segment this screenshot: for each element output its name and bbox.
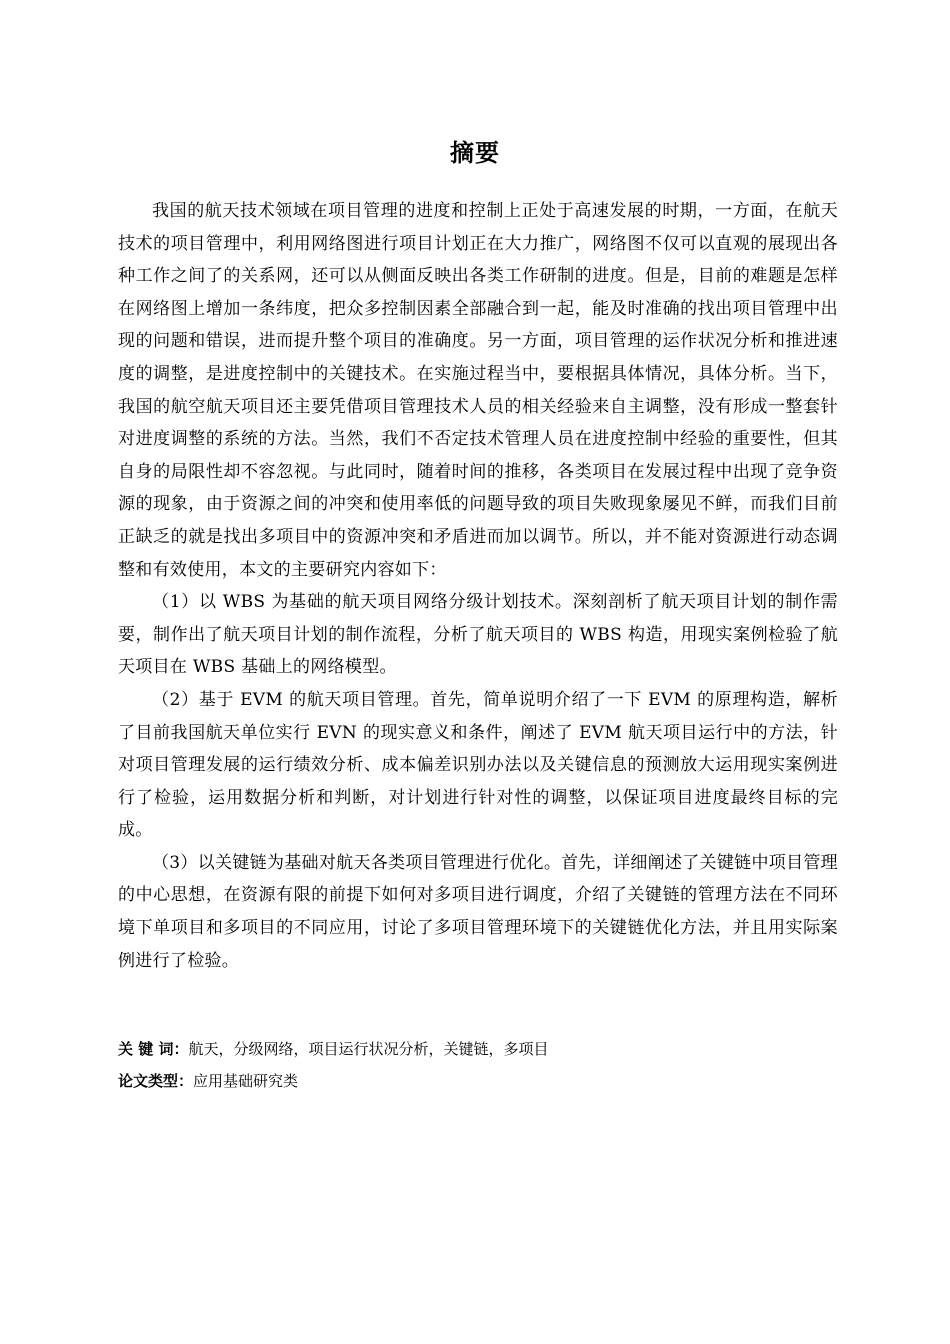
keywords-value: 航天，分级网络，项目运行状况分析，关键链，多项目: [188, 1040, 549, 1058]
keywords-line: [118, 1037, 838, 1061]
abstract-paragraph-item-3: （3）以关键链为基础对航天各类项目管理进行优化。首先，详细阐述了关键链中项目管理的中心思想，在资源有限的前提下如何对多项目进行调度，介绍了关键链的管理方法在不同环境下单项目和多项目的不同应用，讨论了多项目管理环境下的关键链优化方法，并且用实际案例进行了检验。: [118, 852, 838, 971]
page-title: 摘要: [450, 139, 500, 167]
abstract-paragraph-item-2: （2）基于 EVM 的航天项目管理。首先，简单说明介绍了一下 EVM 的原理构造，解析了目前我国航天单位实行 EVN 的现实意义和条件，阐述了 EVM 航天项目运行中的方法，针对项目管理发展的运行绩效分析、成本偏差识别办法以及关键信息的预测放大运用现实案例进行了检验，运用数据分析和判断，对计划进行针对性的调整，以保证项目进度最终目标的完成。: [118, 689, 838, 841]
abstract-paragraph-item-1: （1）以 WBS 为基础的航天项目网络分级计划技术。深刻剖析了航天项目计划的制作需要，制作出了航天项目计划的制作流程，分析了航天项目的 WBS 构造，用现实案例检验了航天项目在 WBS 基础上的网络模型。: [118, 592, 838, 678]
abstract-body: [118, 195, 838, 977]
abstract-paragraph-intro: 我国的航天技术领域在项目管理的进度和控制上正处于高速发展的时期，一方面，在航天技术的项目管理中，利用网络图进行项目计划正在大力推广，网络图不仅可以直观的展现出各种工作之间了的关系网，还可以从侧面反映出各类工作研制的进度。但是，目前的难题是怎样在网络图上增加一条纬度，把众多控制因素全部融合到一起，能及时准确的找出项目管理中出现的问题和错误，进而提升整个项目的准确度。另一方面，项目管理的运作状况分析和推进速度的调整，是进度控制中的关键技术。在实施过程当中，要根据具体情况，具体分析。当下，我国的航空航天项目还主要凭借项目管理技术人员的相关经验来自主调整，没有形成一整套针对进度调整的系统的方法。当然，我们不否定技术管理人员在进度控制中经验的重要性，但其自身的局限性却不容忽视。与此同时，随着时间的推移，各类项目在发展过程中出现了竞争资源的现象，由于资源之间的冲突和使用率低的问题导致的项目失败现象屡见不鲜，而我们目前正缺乏的就是找出多项目中的资源冲突和矛盾进而加以调节。所以，并不能对资源进行动态调整和有效使用，本文的主要研究内容如下：: [118, 201, 838, 580]
paper-type-label: 论文类型：: [118, 1072, 194, 1090]
paper-type-value: 应用基础研究类: [193, 1072, 299, 1090]
paper-type-line: [118, 1069, 838, 1093]
keywords-label: 关 键 词：: [118, 1040, 189, 1058]
